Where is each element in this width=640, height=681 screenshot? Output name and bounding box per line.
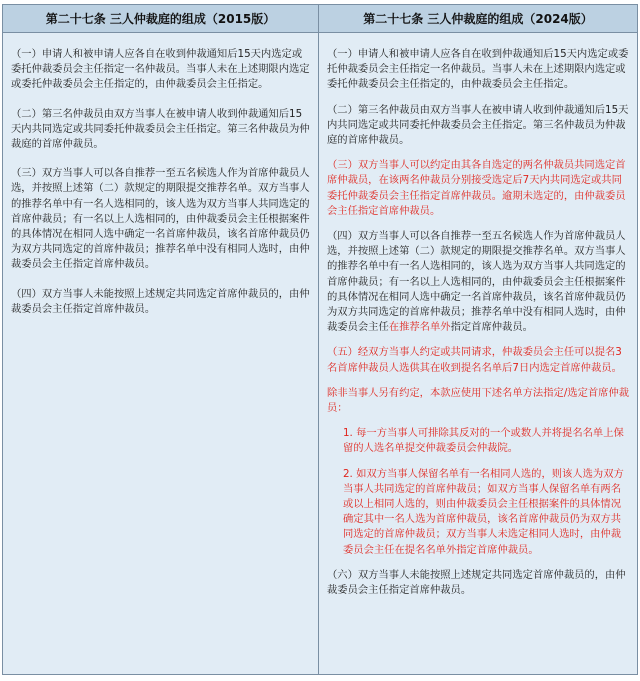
article-2024-clause-1: （一）申请人和被申请人应各自在收到仲裁通知后15天内选定或委托仲裁委员会主任指定一名仲裁员。当事人未在上述期限内选定或委托仲裁委员会主任指定的，由仲裁委员会主任指定。 — [327, 48, 629, 91]
article-2015-clause-1: （一）申请人和被申请人应各自在收到仲裁通知后15天内选定或委托仲裁委员会主任指定一名仲裁员。当事人未在上述期限内选定或委托仲裁委员会主任指定的，由仲裁委员会主任指定。 — [11, 48, 310, 91]
article-2024-clause-5-new: （五）经双方当事人约定或共同请求，仲裁委员会主任可以提名3名首席仲裁员人选供其在收到提名名单后7日内选定首席仲裁员。 — [327, 346, 622, 374]
header-2015: 第二十七条 三人仲裁庭的组成（2015版） — [3, 5, 319, 33]
article-2015-clause-4: （四）双方当事人未能按照上述规定共同选定首席仲裁员的，由仲裁委员会主任指定首席仲裁员。 — [11, 287, 310, 315]
article-2024-clause-2: （二）第三名仲裁员由双方当事人在被申请人收到仲裁通知后15天内共同选定或共同委托仲裁委员会主任指定。第三名仲裁员为仲裁庭的首席仲裁员。 — [327, 103, 629, 147]
article-2015-clause-3: （三）双方当事人可以各自推荐一至五名候选人作为首席仲裁员人选，并按照上述第（二）款规定的期限提交推荐名单。双方当事人的推荐名单中有一名人选相同的，该人选为双方当事人共同选定的首席仲裁员；有一名以上人选相同的，由仲裁委员会主任根据案件的具体情况在相同人选中确定一名首席仲裁员，该名首席仲裁员仍为双方共同选定的首席仲裁员；推荐名单中没有相同人选时，由仲裁委员会主任指定首席仲裁员。 — [11, 167, 310, 271]
header-2024: 第二十七条 三人仲裁庭的组成（2024版） — [319, 5, 637, 33]
list-method-intro: 除非当事人另有约定，本款应使用下述名单方法指定/选定首席仲裁员： — [327, 386, 630, 415]
list-method-step-1: 1. 每一方当事人可排除其反对的一个或数人并将提名名单上保留的人选名单提交仲裁委员会仲裁院。 — [343, 427, 624, 455]
list-method-step-2: 2. 如双方当事人保留名单有一名相同人选的，则该人选为双方当事人共同选定的首席仲裁员；如双方当事人保留名单有两名或以上相同人选的，则由仲裁委员会主任根据案件的具体情况确定其中一名人选为首席仲裁员，该名首席仲裁员仍为双方共同选定的首席仲裁员；双方当事人未选定相同人选时，由仲裁委员会主任在提名名单外指定首席仲裁员。 — [343, 467, 624, 556]
comparison-table — [2, 4, 638, 675]
clause-4-text-b: 指定首席仲裁员。 — [450, 321, 533, 334]
clause-4-text-a: （四）双方当事人可以各自推荐一至五名候选人作为首席仲裁员人选，并按照上述第（二）款规定的期限提交推荐名单。双方当事人的推荐名单中有一名人选相同的，该人选为双方当事人共同选定的首席仲裁员；有一名以上人选相同的，由仲裁委员会主任根据案件的具体情况在相同人选中确定一名首席仲裁员，该名首席仲裁员仍为双方共同选定的首席仲裁员；推荐名单中没有相同人选时，由仲裁委员会主任 — [327, 230, 626, 334]
column-2024 — [319, 33, 637, 674]
article-2015-clause-2: （二）第三名仲裁员由双方当事人在被申请人收到仲裁通知后15天内共同选定或共同委托仲裁委员会主任指定。第三名仲裁员为仲裁庭的首席仲裁员。 — [11, 107, 310, 151]
column-2015 — [3, 33, 319, 674]
article-2024-clause-4 — [327, 229, 631, 335]
article-2024-clause-6: （六）双方当事人未能按照上述规定共同选定首席仲裁员的，由仲裁委员会主任指定首席仲裁员。 — [327, 568, 626, 597]
article-2024-clause-3-new: （三）双方当事人可以约定由其各自选定的两名仲裁员共同选定首席仲裁员，在该两名仲裁员分别接受选定后7天内共同选定或共同委托仲裁委员会主任指定首席仲裁员。逾期未选定的，由仲裁委员会主任指定首席仲裁员。 — [327, 159, 626, 217]
clause-4-change: 在推荐名单外 — [388, 321, 451, 334]
